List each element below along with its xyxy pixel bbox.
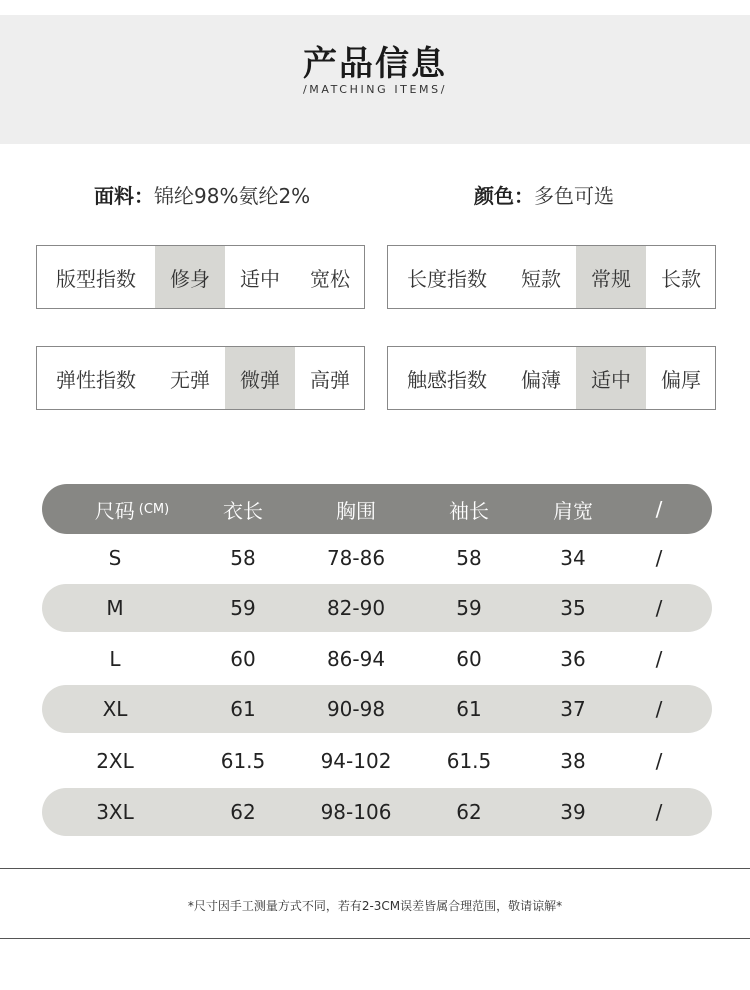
table-row [42, 534, 712, 582]
fabric-label: 面料： [94, 184, 154, 208]
table-header-cell: 衣长 [223, 498, 263, 523]
index-option: 无弹 [170, 367, 210, 392]
table-row [42, 584, 712, 632]
table-cell: 35 [560, 596, 586, 620]
table-cell: / [655, 546, 663, 570]
table-row [42, 737, 712, 785]
index-label: 长度指数 [407, 266, 487, 291]
index-label: 弹性指数 [56, 367, 136, 392]
table-row [42, 685, 712, 733]
table-header-cell [95, 484, 169, 534]
index-option: 短款 [521, 266, 561, 291]
index-option: 适中 [576, 347, 646, 409]
table-cell: 37 [560, 697, 586, 721]
fit-index-box [36, 245, 365, 309]
table-cell: 39 [560, 800, 586, 824]
index-option: 高弹 [310, 367, 350, 392]
table-row [42, 788, 712, 836]
table-row [42, 635, 712, 683]
color-label: 颜色： [474, 184, 534, 208]
index-option: 偏薄 [521, 367, 561, 392]
table-cell: 90-98 [326, 697, 386, 721]
table-cell: 61 [230, 697, 256, 721]
elasticity-index-box [36, 346, 365, 410]
table-cell: 36 [560, 647, 586, 671]
unit-label: (CM) [138, 501, 170, 517]
table-cell: 3XL [96, 800, 134, 824]
color-value: 多色可选 [534, 184, 614, 208]
page-title: 产品信息 [303, 44, 447, 84]
fabric-value: 锦纶98%氨纶2% [154, 184, 311, 208]
table-cell: 62 [230, 800, 256, 824]
table-cell: / [655, 697, 663, 721]
table-header-cell: 胸围 [336, 498, 376, 523]
index-label: 触感指数 [407, 367, 487, 392]
table-cell: / [655, 647, 663, 671]
table-header-row [42, 484, 712, 534]
length-index-box [387, 245, 716, 309]
index-option: 适中 [240, 266, 280, 291]
table-cell: 34 [560, 546, 586, 570]
color-info [474, 180, 614, 209]
index-option: 常规 [576, 246, 646, 308]
fabric-info [94, 180, 310, 209]
index-option: 宽松 [310, 266, 350, 291]
table-cell: 60 [230, 647, 256, 671]
table-cell: / [655, 800, 663, 824]
touch-index-box [387, 346, 716, 410]
measurement-note: *尺寸因手工测量方式不同，若有2-3CM误差皆属合理范围，敬请谅解* [187, 899, 563, 913]
table-cell: S [108, 546, 122, 570]
table-cell: 2XL [96, 749, 134, 773]
index-option: 修身 [155, 246, 225, 308]
table-header-cell: 肩宽 [553, 498, 593, 523]
table-cell: 62 [456, 800, 482, 824]
divider-bottom [0, 938, 750, 939]
table-cell: XL [102, 697, 128, 721]
table-cell: 78-86 [326, 546, 386, 570]
index-label: 版型指数 [56, 266, 136, 291]
table-cell: 94-102 [320, 749, 392, 773]
table-cell: 61.5 [220, 749, 266, 773]
divider-top [0, 868, 750, 869]
table-cell: 61.5 [446, 749, 492, 773]
table-cell: 58 [456, 546, 482, 570]
index-option: 长款 [661, 266, 701, 291]
index-option: 偏厚 [661, 367, 701, 392]
table-cell: 82-90 [326, 596, 386, 620]
table-cell: 58 [230, 546, 256, 570]
table-cell: L [109, 647, 121, 671]
table-cell: 86-94 [326, 647, 386, 671]
table-cell: / [655, 749, 663, 773]
table-cell: 98-106 [320, 800, 392, 824]
table-cell: / [655, 596, 663, 620]
page-subtitle: /MATCHING ITEMS/ [302, 83, 448, 96]
table-cell: M [106, 596, 124, 620]
table-cell: 38 [560, 749, 586, 773]
table-cell: 60 [456, 647, 482, 671]
index-option: 微弹 [225, 347, 295, 409]
table-cell: 59 [230, 596, 256, 620]
table-cell: 61 [456, 697, 482, 721]
table-header-cell: 袖长 [449, 498, 489, 523]
size-header-label: 尺码 [94, 498, 135, 523]
table-header-cell: / [655, 497, 663, 521]
table-cell: 59 [456, 596, 482, 620]
